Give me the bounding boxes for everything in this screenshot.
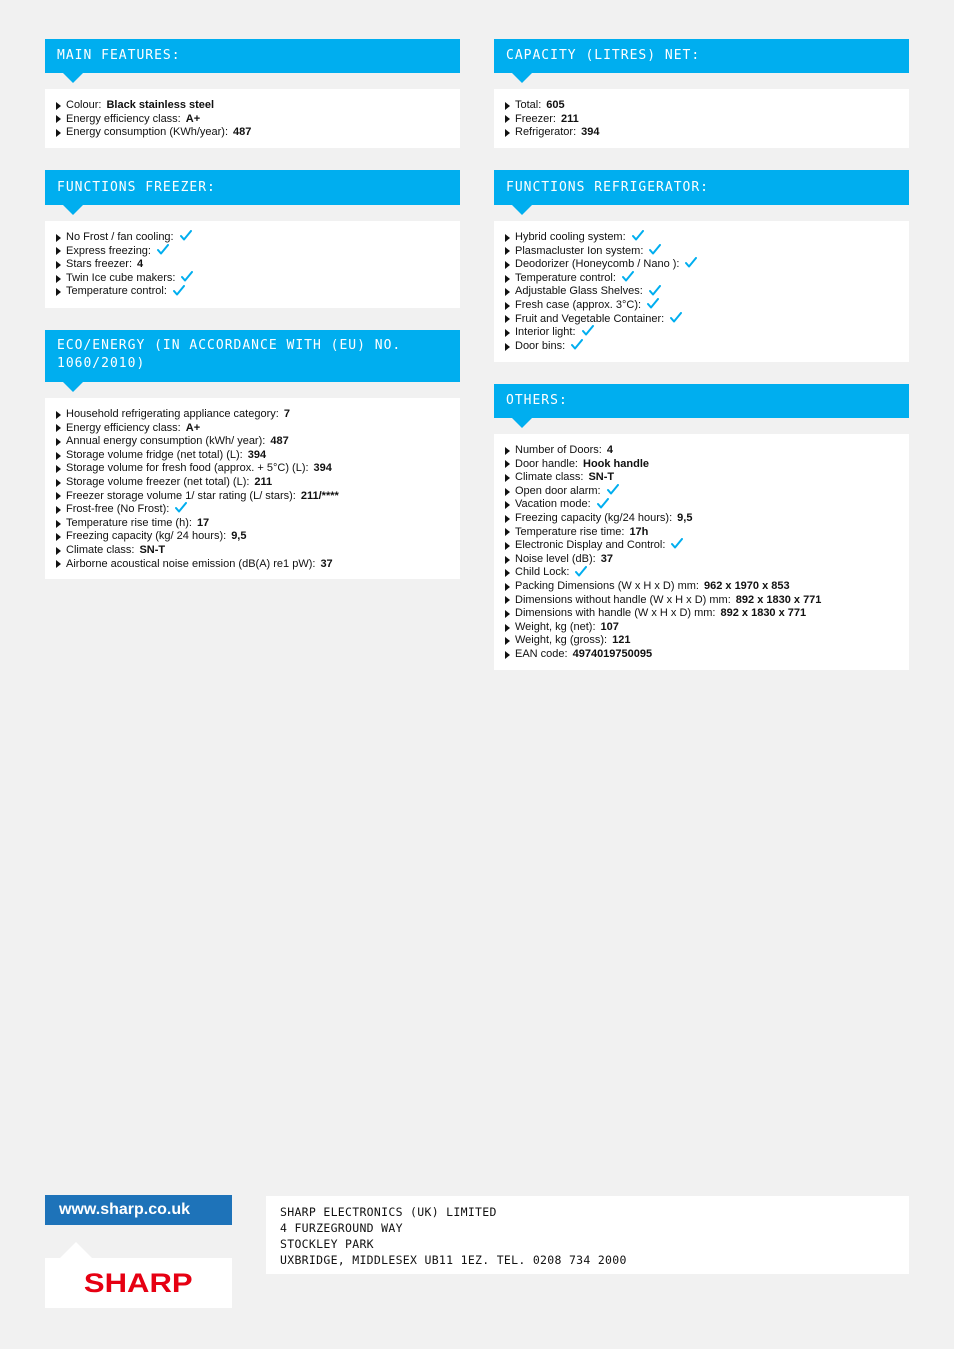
spec-value: 211 [254, 475, 273, 488]
spec-row [56, 449, 450, 463]
spec-row [505, 539, 899, 553]
spec-row [505, 526, 899, 540]
spec-row [505, 340, 899, 354]
triangle-right-icon [56, 247, 61, 255]
spec-label: Electronic Display and Control: [515, 539, 666, 552]
spec-label: Fresh case (approx. 3°C): [515, 298, 642, 311]
triangle-right-icon [56, 424, 61, 432]
triangle-right-icon [505, 596, 510, 604]
spec-label: Storage volume freezer (net total) (L): [66, 475, 250, 488]
spec-row [56, 408, 450, 422]
spec-row [56, 490, 450, 504]
spec-row [505, 231, 899, 245]
spec-label: Weight, kg (gross): [515, 634, 608, 647]
spec-row [505, 258, 899, 272]
checkmark-icon [607, 484, 619, 495]
spec-row [505, 245, 899, 259]
triangle-right-icon [56, 438, 61, 446]
section-title: FUNCTIONS REFRIGERATOR: [506, 179, 710, 195]
checkmark-icon [175, 502, 187, 513]
spec-label: Deodorizer (Honeycomb / Nano ): [515, 258, 680, 271]
spec-label: Household refrigerating appliance category: [66, 408, 279, 420]
spec-row [505, 299, 899, 313]
triangle-right-icon [505, 610, 510, 618]
triangle-right-icon [505, 637, 510, 645]
spec-row [505, 498, 899, 512]
section-title-line1: ECO/ENERGY (IN ACCORDANCE WITH (EU) NO. [57, 338, 402, 353]
spec-row [505, 285, 899, 299]
spec-row [56, 126, 450, 140]
spec-label: Total: [515, 99, 542, 111]
logo-text: SHARP [84, 1267, 193, 1298]
feature-list [494, 89, 909, 148]
spec-row [56, 558, 450, 572]
spec-label: Freezer storage volume 1/ star rating (L/ stars): [66, 489, 296, 502]
triangle-right-icon [56, 465, 61, 473]
section-header [45, 170, 460, 205]
spec-row [56, 113, 450, 127]
spec-label: Storage volume for fresh food (approx. + 5°C) (L): [66, 462, 309, 475]
spec-value: 892 x 1830 x 771 [735, 593, 822, 606]
triangle-right-icon [505, 275, 510, 283]
triangle-right-icon [505, 460, 510, 468]
spec-row [56, 462, 450, 476]
spec-row [56, 422, 450, 436]
spec-label: Airborne acoustical noise emission (dB(A) re1 pW): [66, 557, 316, 570]
spec-value: SN-T [139, 543, 166, 556]
spec-row [56, 272, 450, 286]
spec-label: Freezing capacity (kg/ 24 hours): [66, 530, 227, 543]
checkmark-icon [180, 230, 192, 241]
triangle-right-icon [505, 542, 510, 550]
spec-row [56, 530, 450, 544]
spec-row [56, 245, 450, 259]
checkmark-icon [575, 566, 587, 577]
company-address [266, 1196, 909, 1274]
spec-value: Black stainless steel [106, 99, 215, 111]
spec-label: Child Lock: [515, 566, 570, 579]
section-main-features [45, 39, 460, 148]
spec-label: Plasmacluster Ion system: [515, 244, 644, 257]
spec-value: A+ [185, 421, 201, 434]
triangle-right-icon [56, 102, 61, 110]
website-link[interactable]: www.sharp.co.uk [45, 1195, 232, 1225]
triangle-right-icon [505, 583, 510, 591]
section-functions-refrigerator [494, 170, 909, 362]
section-header [494, 170, 909, 205]
triangle-right-icon [505, 569, 510, 577]
triangle-right-icon [505, 288, 510, 296]
triangle-right-icon [505, 234, 510, 242]
triangle-right-icon [505, 651, 510, 659]
spec-row [505, 553, 899, 567]
spec-row [505, 485, 899, 499]
spec-label: Frost-free (No Frost): [66, 503, 170, 516]
spec-row [56, 435, 450, 449]
spec-row [505, 99, 899, 113]
spec-value: 394 [247, 448, 267, 461]
spec-value: 17 [196, 516, 210, 529]
spec-label: Climate class: [66, 543, 135, 556]
triangle-right-icon [56, 492, 61, 500]
spec-row [56, 476, 450, 490]
triangle-right-icon [505, 129, 510, 137]
feature-list [494, 221, 909, 362]
spec-label: Express freezing: [66, 244, 151, 257]
spec-value: 7 [283, 408, 290, 420]
spec-value: 4 [606, 444, 613, 456]
section-others [494, 384, 909, 670]
spec-row [505, 272, 899, 286]
sharp-logo [45, 1258, 232, 1308]
spec-row [505, 471, 899, 485]
checkmark-icon [671, 538, 683, 549]
triangle-right-icon [56, 411, 61, 419]
spec-value: 605 [546, 99, 565, 111]
spec-value: 9,5 [677, 511, 693, 524]
triangle-right-icon [56, 479, 61, 487]
section-title: OTHERS: [506, 393, 568, 408]
spec-row [505, 113, 899, 127]
triangle-right-icon [505, 315, 510, 323]
spec-label: Noise level (dB): [515, 552, 596, 565]
spec-label: Twin Ice cube makers: [66, 271, 176, 284]
section-functions-freezer [45, 170, 460, 308]
address-line: SHARP ELECTRONICS (UK) LIMITED [280, 1205, 497, 1219]
spec-row [505, 594, 899, 608]
feature-list [45, 89, 460, 148]
spec-value: 37 [600, 552, 613, 565]
triangle-right-icon [505, 528, 510, 536]
spec-label: Open door alarm: [515, 484, 601, 497]
checkmark-icon [670, 312, 682, 323]
checkmark-icon [685, 257, 697, 268]
spec-value: 394 [313, 462, 332, 475]
spec-label: Temperature control: [66, 285, 167, 298]
spec-value: SN-T [588, 471, 615, 484]
checkmark-icon [632, 230, 644, 241]
triangle-right-icon [56, 520, 61, 528]
logo-notch [60, 1242, 92, 1258]
section-header [494, 39, 909, 73]
triangle-right-icon [505, 302, 510, 310]
spec-value: 121 [612, 634, 631, 647]
triangle-right-icon [505, 329, 510, 337]
section-header [45, 39, 460, 73]
spec-label: Stars freezer: [66, 258, 133, 271]
spec-label: No Frost / fan cooling: [66, 231, 174, 243]
spec-row [505, 566, 899, 580]
checkmark-icon [597, 498, 609, 509]
spec-label: Number of Doors: [515, 444, 602, 456]
checkmark-icon [622, 271, 634, 282]
section-title: FUNCTIONS FREEZER: [57, 179, 216, 195]
section-title-line2: 1060/2010) [57, 356, 146, 371]
address-line: 4 FURZEGROUND WAY [280, 1221, 403, 1235]
spec-value: 211 [560, 112, 579, 125]
spec-value: 107 [600, 620, 619, 633]
triangle-right-icon [505, 261, 510, 269]
spec-label: Hybrid cooling system: [515, 231, 626, 243]
spec-value: 394 [581, 126, 600, 139]
spec-label: Interior light: [515, 326, 576, 339]
triangle-right-icon [56, 533, 61, 541]
spec-row [505, 648, 899, 662]
triangle-right-icon [505, 343, 510, 351]
triangle-right-icon [505, 447, 510, 455]
spec-row [505, 512, 899, 526]
triangle-right-icon [56, 288, 61, 296]
spec-label: Temperature rise time: [515, 525, 625, 538]
triangle-right-icon [505, 474, 510, 482]
feature-list [45, 221, 460, 308]
spec-row [56, 99, 450, 113]
spec-row [505, 126, 899, 140]
spec-value: 211/**** [300, 489, 339, 502]
spec-label: Colour: [66, 99, 102, 111]
triangle-right-icon [505, 556, 510, 564]
section-capacity [494, 39, 909, 148]
spec-label: Vacation mode: [515, 498, 591, 511]
address-line: STOCKLEY PARK [280, 1237, 374, 1251]
spec-row [505, 444, 899, 458]
spec-row [56, 231, 450, 245]
checkmark-icon [647, 298, 659, 309]
triangle-right-icon [56, 129, 61, 137]
triangle-right-icon [505, 515, 510, 523]
spec-label: Fruit and Vegetable Container: [515, 312, 665, 325]
feature-list [45, 398, 460, 579]
section-header [494, 384, 909, 418]
checkmark-icon [649, 244, 661, 255]
spec-label: Refrigerator: [515, 126, 577, 139]
spec-row [505, 458, 899, 472]
checkmark-icon [649, 285, 661, 296]
spec-label: Packing Dimensions (W x H x D) mm: [515, 579, 699, 592]
triangle-right-icon [505, 102, 510, 110]
spec-label: Temperature rise time (h): [66, 516, 192, 529]
spec-label: Annual energy consumption (kWh/ year): [66, 435, 266, 448]
spec-label: Adjustable Glass Shelves: [515, 285, 643, 298]
triangle-right-icon [505, 115, 510, 123]
spec-label: Freezing capacity (kg/24 hours): [515, 511, 673, 524]
spec-value: 892 x 1830 x 771 [720, 607, 807, 620]
feature-list [494, 434, 909, 670]
spec-value: 37 [320, 557, 333, 570]
address-line: UXBRIDGE, MIDDLESEX UB11 1EZ. TEL. 0208 734 2000 [280, 1253, 627, 1267]
triangle-right-icon [505, 624, 510, 632]
spec-row [505, 580, 899, 594]
triangle-right-icon [56, 261, 61, 269]
triangle-right-icon [56, 115, 61, 123]
spec-label: Climate class: [515, 471, 584, 484]
spec-row [505, 313, 899, 327]
checkmark-icon [582, 325, 594, 336]
section-title: MAIN FEATURES: [57, 48, 181, 63]
triangle-right-icon [505, 501, 510, 509]
section-title: CAPACITY (LITRES) NET: [506, 48, 701, 63]
spec-label: Door bins: [515, 339, 566, 352]
triangle-right-icon [56, 560, 61, 568]
spec-label: Freezer: [515, 112, 556, 125]
spec-label: Energy efficiency class: [66, 421, 181, 434]
section-eco-energy [45, 330, 460, 579]
spec-row [56, 285, 450, 299]
checkmark-icon [157, 244, 169, 255]
spec-label: Dimensions with handle (W x H x D) mm: [515, 607, 716, 620]
spec-value: 487 [270, 435, 289, 448]
spec-row [505, 621, 899, 635]
triangle-right-icon [56, 234, 61, 242]
spec-label: Temperature control: [515, 271, 616, 284]
triangle-right-icon [505, 247, 510, 255]
spec-label: Energy efficiency class: [66, 112, 181, 125]
spec-label: Energy consumption (KWh/year): [66, 126, 229, 139]
spec-row [505, 607, 899, 621]
spec-value: 17h [629, 525, 649, 538]
checkmark-icon [571, 339, 583, 350]
spec-label: Weight, kg (net): [515, 620, 596, 633]
spec-label: Dimensions without handle (W x H x D) mm: [515, 593, 731, 606]
triangle-right-icon [505, 488, 510, 496]
spec-label: Storage volume fridge (net total) (L): [66, 448, 243, 461]
triangle-right-icon [56, 506, 61, 514]
spec-row [505, 326, 899, 340]
triangle-right-icon [56, 452, 61, 460]
checkmark-icon [181, 271, 193, 282]
spec-value: 487 [233, 126, 252, 139]
spec-value: 4 [137, 258, 144, 271]
triangle-right-icon [56, 275, 61, 283]
spec-value: 4974019750095 [572, 647, 653, 660]
spec-row [56, 517, 450, 531]
section-header [45, 330, 460, 382]
spec-value: A+ [185, 112, 201, 125]
spec-row [56, 503, 450, 517]
spec-label: EAN code: [515, 647, 568, 660]
spec-value: 962 x 1970 x 853 [703, 579, 790, 592]
checkmark-icon [173, 285, 185, 296]
spec-row [56, 544, 450, 558]
triangle-right-icon [56, 547, 61, 555]
spec-value: 9,5 [231, 530, 247, 543]
spec-value: Hook handle [583, 457, 650, 470]
spec-row [505, 634, 899, 648]
spec-label: Door handle: [515, 457, 578, 470]
spec-row [56, 258, 450, 272]
